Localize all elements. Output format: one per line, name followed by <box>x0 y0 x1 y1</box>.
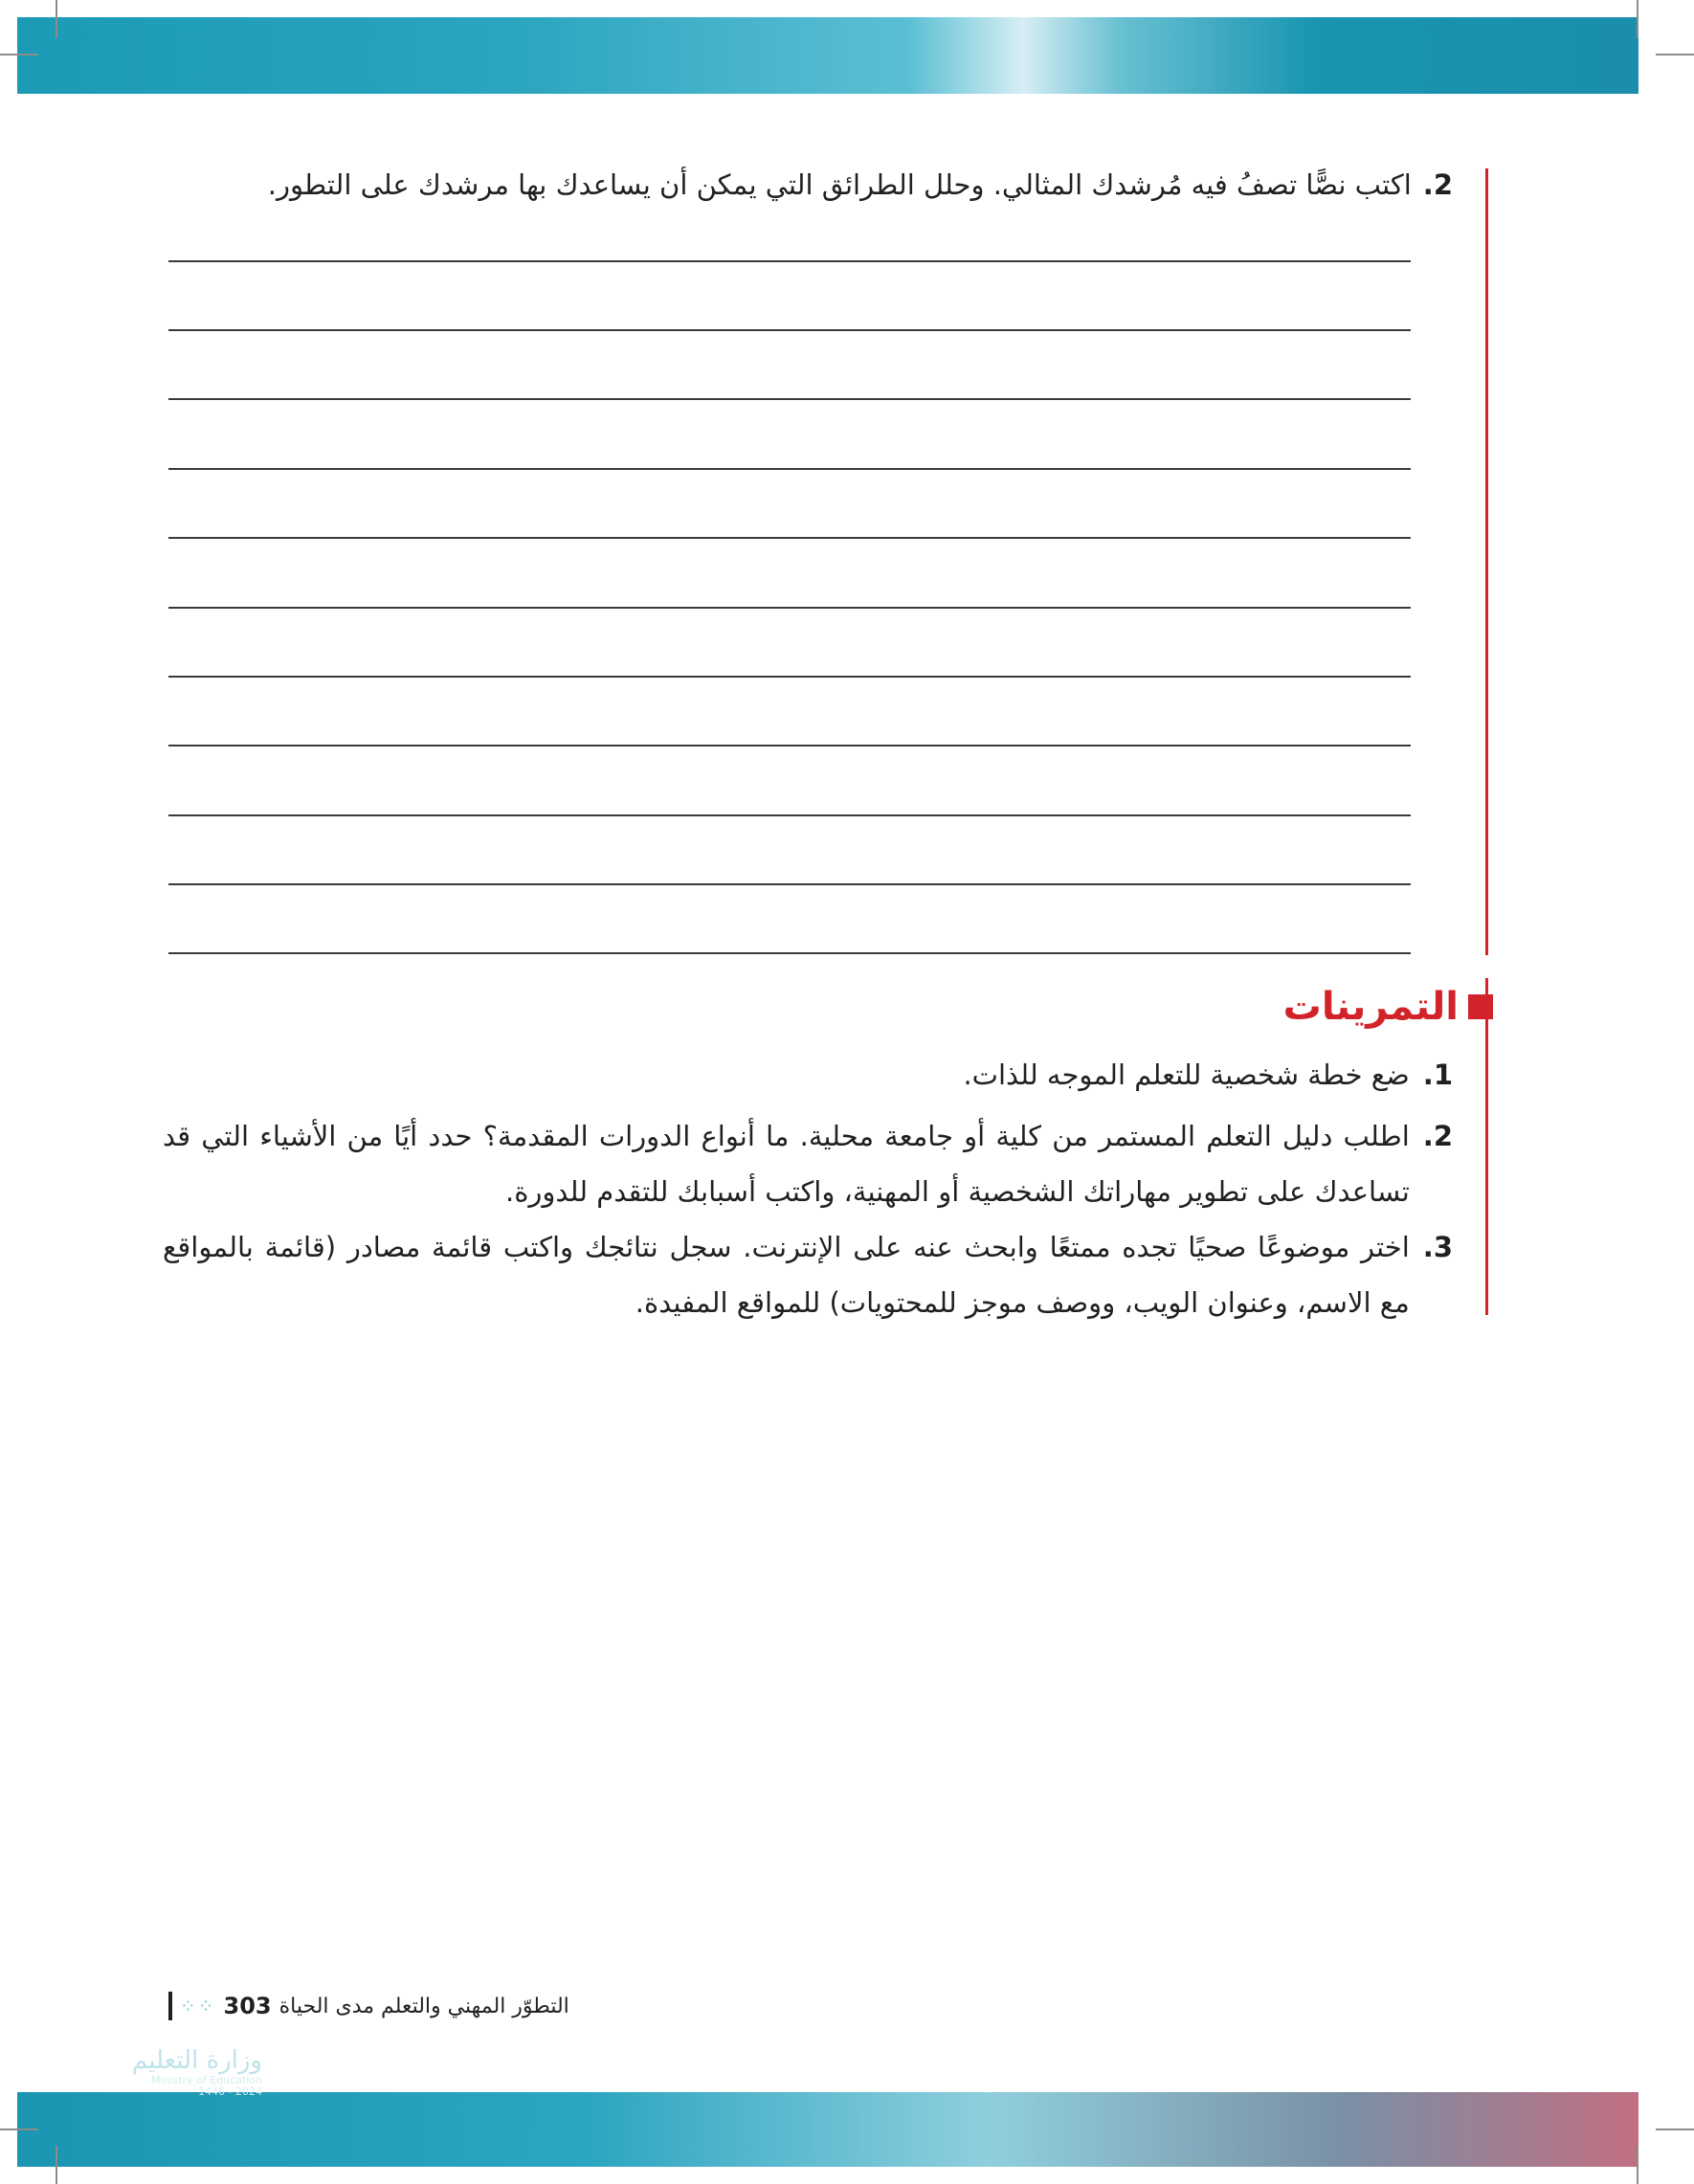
margin-rule <box>1485 168 1488 955</box>
crop-mark <box>0 2128 38 2130</box>
answer-line <box>168 468 1411 470</box>
crop-mark <box>1656 2128 1694 2130</box>
answer-line <box>168 398 1411 400</box>
exercise-number: 2. <box>1422 1120 1453 1152</box>
crop-mark <box>56 0 57 38</box>
top-decorative-band <box>17 17 1638 94</box>
page-footer <box>168 1985 569 2027</box>
exercise-number: 3. <box>1422 1231 1453 1263</box>
exercise-text: اختر موضوعًا صحيًا تجده ممتعًا وابحث عنه على الإنترنت. سجل نتائجك واكتب قائمة مصادر (قائمة بالمواقع مع الاسم، وعنوان الويب، ووصف موجز للمحتويات) للمواقع المفيدة. <box>163 1231 1410 1319</box>
answer-line <box>168 676 1411 678</box>
exercises-title: التمرينات <box>1282 985 1459 1029</box>
answer-line <box>168 952 1411 954</box>
ministry-logo <box>100 2046 262 2098</box>
question-text: اكتب نصًّا تصفُ فيه مُرشدك المثالي. وحلل الطرائق التي يمكن أن يساعدك بها مرشدك على التطور. <box>267 168 1412 201</box>
question-number: 2. <box>1422 168 1453 201</box>
crop-mark <box>56 2146 57 2184</box>
exercise-text: ضع خطة شخصية للتعلم الموجه للذات. <box>963 1059 1410 1091</box>
crop-mark <box>1656 54 1694 56</box>
page-number: 303 <box>223 1993 272 2019</box>
exercise-3 <box>163 1219 1453 1330</box>
bottom-decorative-band <box>17 2092 1638 2167</box>
answer-line <box>168 537 1411 539</box>
ministry-name: وزارة التعليم <box>131 2046 262 2075</box>
crop-mark <box>0 54 38 56</box>
answer-line <box>168 260 1411 262</box>
answer-line <box>168 329 1411 331</box>
crop-mark <box>1637 2146 1638 2184</box>
ministry-subtitle: Ministry of Education <box>150 2074 262 2086</box>
heading-marker <box>1468 994 1493 1019</box>
exercise-text: اطلب دليل التعلم المستمر من كلية أو جامعة محلية. ما أنواع الدورات المقدمة؟ حدد أيًا من الأشياء التي قد تساعدك على تطوير مهاراتك الشخصية أو المهنية، واكتب أسبابك للتقدم للدورة. <box>163 1120 1410 1208</box>
answer-line <box>168 814 1411 816</box>
exercise-2 <box>163 1108 1453 1219</box>
answer-line <box>168 883 1411 885</box>
footer-divider <box>168 1992 172 2020</box>
exercise-1 <box>163 1047 1453 1103</box>
crop-mark <box>1637 0 1638 38</box>
exercise-number: 1. <box>1422 1059 1453 1091</box>
exercises-heading <box>1206 978 1493 1036</box>
answer-line <box>168 745 1411 747</box>
decorative-dots: ⁘⁘ <box>180 1995 216 2017</box>
ministry-year: 2024 - 1446 <box>198 2085 262 2098</box>
book-title: التطوّر المهني والتعلم مدى الحياة <box>279 1994 569 2018</box>
answer-line <box>168 607 1411 609</box>
question-2 <box>163 157 1453 212</box>
